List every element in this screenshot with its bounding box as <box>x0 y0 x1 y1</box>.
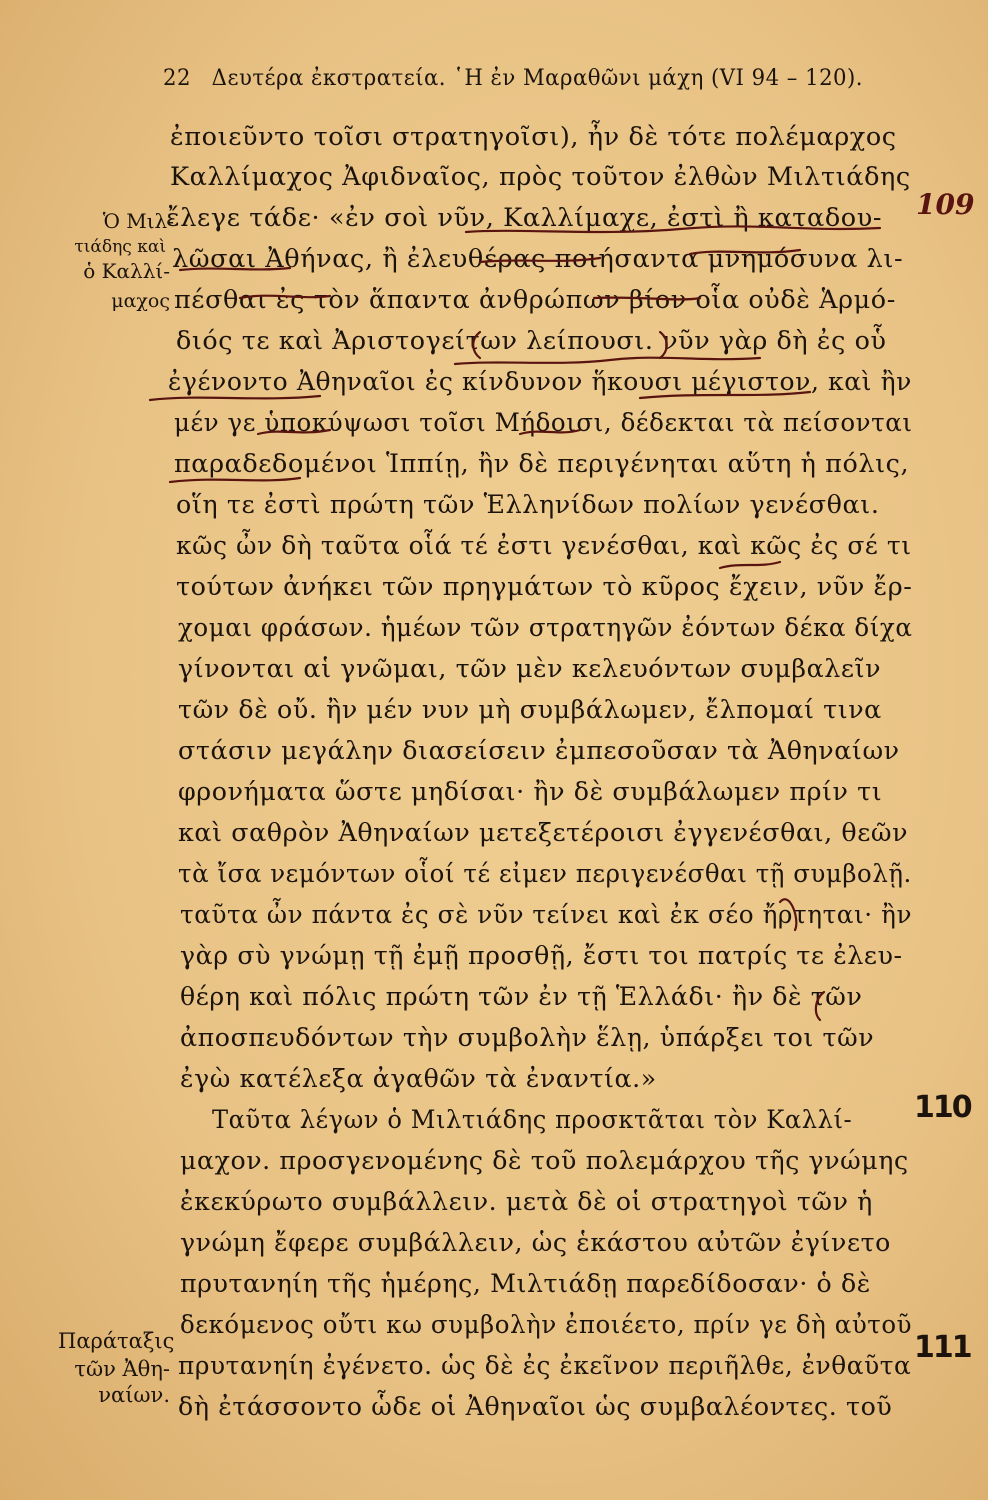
text-line: ταῦτα ὦν πάντα ἐς σὲ νῦν τείνει καὶ ἐκ σέο ἤρτηται· ἢν <box>180 900 913 930</box>
text-line: μέν γε ὑποκύψωσι τοῖσι Μήδοισι, δέδεκται τὰ πείσονται <box>174 408 913 438</box>
margin-note-line: ὁ Καλλί- <box>83 259 170 283</box>
text-line: οἵη τε ἐστὶ πρώτη τῶν Ἑλληνίδων πολίων γενέσθαι. <box>176 490 880 520</box>
text-line: τῶν δὲ οὔ. ἢν μέν νυν μὴ συμβάλωμεν, ἔλπομαί τινα <box>178 695 882 725</box>
section-number: 110 <box>914 1090 971 1125</box>
section-number: 111 <box>914 1330 971 1365</box>
text-line: τούτων ἀνήκει τῶν πρηγμάτων τὸ κῦρος ἔχειν, νῦν ἔρ- <box>176 572 913 602</box>
underline-stroke <box>455 358 760 364</box>
underline-stroke <box>180 268 290 270</box>
text-line: ἀποσπευδόντων τὴν συμβολὴν ἕλῃ, ὑπάρξει τοι τῶν <box>180 1023 875 1053</box>
text-line: ἔλεγε τάδε· «ἐν σοὶ νῦν, Καλλίμαχε, ἐστὶ ἢ καταδου- <box>166 203 883 233</box>
text-line: γίνονται αἱ γνῶμαι, τῶν μὲν κελευόντων συμβαλεῖν <box>178 654 882 684</box>
text-line: καὶ σαθρὸν Ἀθηναίων μετεξετέροισι ἐγγενέσθαι, θεῶν <box>178 818 909 848</box>
text-line: πέσθαι ἐς τὸν ἅπαντα ἀνθρώπων βίον οἷα οὐδὲ Ἁρμό- <box>174 285 896 315</box>
margin-note-line: ναίων. <box>98 1383 170 1407</box>
underline-stroke <box>258 430 330 434</box>
text-line: δεκόμενος οὔτι κω συμβολὴν ἐποιέετο, πρίν γε δὴ αὐτοῦ <box>180 1310 913 1340</box>
text-line: κῶς ὦν δὴ ταῦτα οἷά τέ ἐστι γενέσθαι, καὶ κῶς ἐς σέ τι <box>176 531 912 561</box>
insertion-mark <box>780 899 796 930</box>
margin-note-line: Ὁ Μιλ- <box>102 209 174 233</box>
underline-stroke <box>466 226 880 232</box>
text-line: ἐποιεῦντο τοῖσι στρατηγοῖσι), ἦν δὲ τότε πολέμαρχος <box>170 122 897 152</box>
underline-stroke <box>240 296 330 298</box>
text-line: ἐκεκύρωτο συμβάλλειν. μετὰ δὲ οἱ στρατηγοὶ τῶν ἡ <box>180 1187 873 1217</box>
underline-stroke <box>690 250 800 254</box>
text-line: χομαι φράσων. ἡμέων τῶν στρατηγῶν ἐόντων δέκα δίχα <box>178 613 913 643</box>
underline-stroke <box>150 396 320 400</box>
text-line: γνώμη ἔφερε συμβάλλειν, ὡς ἑκάστου αὐτῶν ἐγίνετο <box>180 1228 891 1258</box>
handwritten-section-number: 109 <box>916 188 975 221</box>
text-line: λῶσαι Ἀθήνας, ἢ ἐλευθέρας ποιήσαντα μνημόσυνα λι- <box>172 244 904 274</box>
text-line: Καλλίμαχος Ἀφιδναῖος, πρὸς τοῦτον ἐλθὼν Μιλτιάδης <box>170 162 911 192</box>
margin-note-line: τιάδης καὶ <box>74 237 166 257</box>
underline-stroke <box>720 562 780 568</box>
margin-note-line: μαχος <box>111 290 170 312</box>
underline-stroke <box>170 478 300 482</box>
text-line: στάσιν μεγάλην διασείσειν ἐμπεσοῦσαν τὰ Ἀθηναίων <box>178 736 900 766</box>
text-line: πρυτανηίη ἐγένετο. ὡς δὲ ἐς ἐκεῖνον περιῆλθε, ἐνθαῦτα <box>178 1351 912 1381</box>
text-line: διός τε καὶ Ἀριστογείτων λείπουσι. νῦν γὰρ δὴ ἐς οὗ <box>176 326 887 356</box>
text-line: δὴ ἐτάσσοντο ὧδε οἱ Ἀθηναῖοι ὡς συμβαλέοντες. τοῦ <box>178 1392 893 1422</box>
underline-stroke <box>520 430 580 434</box>
running-title: Δευτέρα ἐκστρατεία. ῾Η ἐν Μαραθῶνι μάχη (VI 94 – 120). <box>211 66 864 91</box>
text-line: παραδεδομένοι Ἱππίῃ, ἢν δὲ περιγένηται αὕτη ἡ πόλις, <box>174 449 910 479</box>
text-line: φρονήματα ὥστε μηδίσαι· ἢν δὲ συμβάλωμεν πρίν τι <box>178 777 883 807</box>
margin-note-line: τῶν Ἀθη- <box>74 1357 170 1381</box>
underline-stroke <box>640 392 810 398</box>
margin-note-line: Παράταξις <box>58 1329 175 1353</box>
underline-stroke <box>480 258 600 262</box>
text-line: τὰ ἴσα νεμόντων οἷοί τέ εἰμεν περιγενέσθαι τῇ συμβολῇ. <box>178 859 912 889</box>
text-line: γὰρ σὺ γνώμῃ τῇ ἐμῇ προσθῇ, ἔστι τοι πατρίς τε ἐλευ- <box>180 941 903 971</box>
bracket-stroke <box>816 992 824 1020</box>
text-line: μαχον. προσγενομένης δὲ τοῦ πολεμάρχου τῆς γνώμης <box>180 1146 909 1176</box>
text-line: Ταῦτα λέγων ὁ Μιλτιάδης προσκτᾶται τὸν Καλλί- <box>212 1105 853 1135</box>
underline-stroke <box>594 298 700 300</box>
page-number: 22 <box>163 66 191 91</box>
text-line: θέρη καὶ πόλις πρώτη τῶν ἐν τῇ Ἑλλάδι· ἢν δὲ τῶν <box>180 982 863 1012</box>
bracket-stroke <box>660 332 667 358</box>
text-line: πρυτανηίη τῆς ἡμέρης, Μιλτιάδῃ παρεδίδοσαν· ὁ δὲ <box>180 1269 871 1299</box>
bracket-stroke <box>473 332 480 358</box>
text-line: ἐγὼ κατέλεξα ἀγαθῶν τὰ ἐναντία.» <box>180 1064 657 1094</box>
text-line: ἐγένοντο Ἀθηναῖοι ἐς κίνδυνον ἥκουσι μέγιστον, καὶ ἢν <box>168 367 912 397</box>
